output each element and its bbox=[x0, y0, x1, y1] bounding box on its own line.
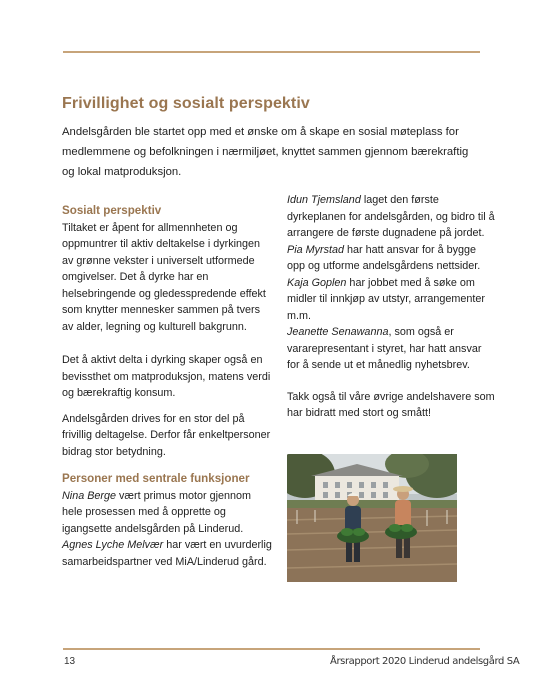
person-name: Nina Berge bbox=[62, 489, 117, 502]
paragraph: Det å aktivt delta i dyrking skaper også en bevissthet om matproduksjon, matens verdi og bærekraftig konsum. bbox=[62, 354, 271, 399]
person-name: Agnes Lyche Melvær bbox=[62, 539, 164, 551]
person-entry bbox=[287, 242, 497, 275]
garden-photo-illustration bbox=[287, 454, 457, 582]
person-name: Jeanette Senawanna bbox=[287, 326, 389, 338]
person-description: har hatt ansvar for å bygge opp og utforme andelsgårdens nettsider. bbox=[287, 243, 481, 272]
person-entry bbox=[287, 192, 497, 242]
thanks-paragraph: Takk også til våre øvrige andelshavere som har bidratt med stort og smått! bbox=[287, 390, 495, 419]
person-name: Kaja Goplen bbox=[287, 276, 347, 289]
page-title: Frivillighet og sosialt perspektiv bbox=[62, 95, 310, 112]
footer-rule bbox=[63, 648, 480, 650]
section-heading-people: Personer med sentrale funksjoner bbox=[62, 472, 250, 485]
person-entry bbox=[287, 324, 497, 374]
paragraph: Tiltaket er åpent for allmennheten og oppmuntrer til aktiv deltakelse i dyrkingen av grønne vekster i universelt utformede omgivelser. Det å dyrke har en helsebringende og gledesspredende effekt som knytter mennesker sammen på tvers av alder, legning og kulturell bakgrunn. bbox=[62, 221, 266, 333]
person-description: har jobbet med å søke om midler til innkjøp av utstyr, arrangementer m.m. bbox=[287, 276, 486, 322]
person-entry bbox=[62, 488, 272, 538]
paragraph: Andelsgården drives for en stor del på frivillig deltagelse. Derfor får enkeltpersoner bidrag stor betydning. bbox=[62, 412, 271, 458]
right-column bbox=[287, 192, 497, 422]
person-entry bbox=[287, 275, 497, 325]
footer-report-title: Årsrapport 2020 Linderud andelsgård SA bbox=[330, 656, 520, 667]
person-name: Idun Tjemsland bbox=[287, 194, 361, 206]
person-description: , som også er vararepresentant i styret, har hatt ansvar for å sende ut et månedlig nyhetsbrev. bbox=[287, 326, 482, 371]
section-heading-social: Sosialt perspektiv bbox=[62, 204, 162, 217]
header-rule bbox=[63, 51, 480, 53]
garden-photo bbox=[287, 454, 457, 582]
person-description: har vært en uvurderlig samarbeidspartner ved MiA/Linderud gård. bbox=[62, 539, 272, 568]
person-name: Pia Myrstad bbox=[287, 243, 344, 256]
page-number: 13 bbox=[64, 656, 76, 667]
intro-paragraph: Andelsgården ble startet opp med et ønske om å skape en sosial møteplass for medlemmene og befolkningen i nærmiljøet, knyttet sammen gjennom bærekraftig og lokal matproduksjon. bbox=[62, 126, 469, 178]
person-entry bbox=[62, 537, 272, 570]
person-description: laget den første dyrkeplanen for andelsgården, og bidro til å arrangere de første dugnadene på jordet. bbox=[287, 194, 495, 239]
person-description: vært primus motor gjennom hele prosessen med å opprette og igangsette andelsgården på Linderud. bbox=[62, 489, 252, 535]
left-column bbox=[62, 203, 272, 570]
